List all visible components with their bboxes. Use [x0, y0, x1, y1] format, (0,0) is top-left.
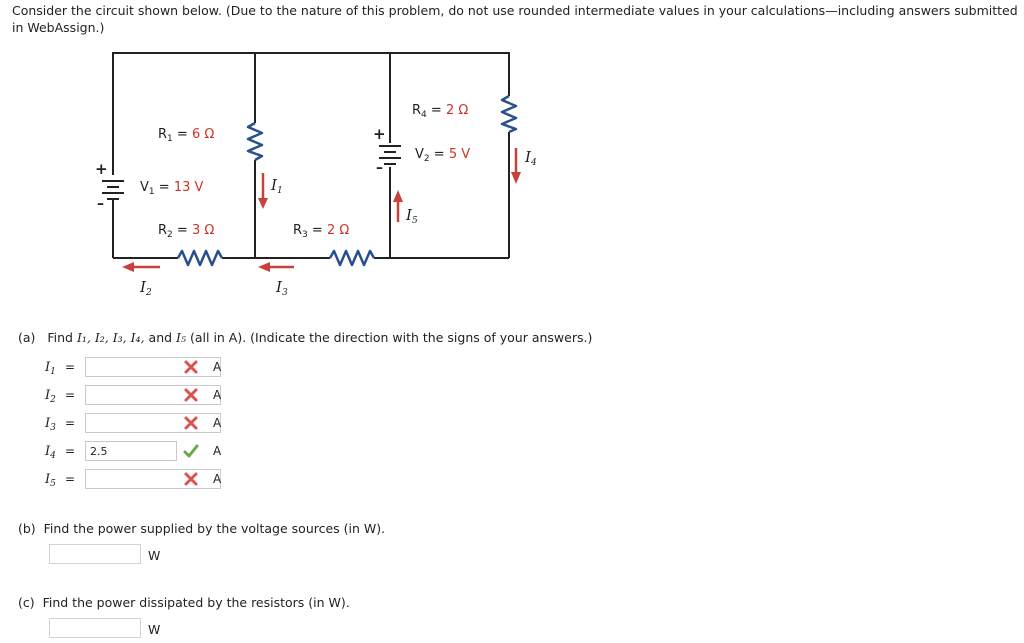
label-r2: $R_2 = 3$ Ω [158, 223, 215, 240]
label-r1: $R_1 = 6$ Ω [158, 127, 215, 144]
i5-input[interactable] [85, 469, 221, 489]
v2-minus-sign: – [376, 160, 383, 176]
v1-plus-sign: + [95, 160, 108, 178]
part-b-unit: W [148, 548, 161, 563]
v2-plus-sign: + [373, 125, 386, 143]
i4-input[interactable]: 2.5 [85, 441, 177, 461]
i2-input[interactable] [85, 385, 221, 405]
v1-minus-sign: – [97, 196, 104, 212]
power-supplied-input[interactable] [49, 544, 141, 564]
part-a-prompt: (a) Find I₁, I₂, I₃, I₄, and I₅ (all in A). (Indicate the direction with the signs of your answers.) [18, 330, 593, 345]
incorrect-x-icon [183, 415, 199, 431]
problem-intro: Consider the circuit shown below. (Due to the nature of this problem, do not use rounded intermediate values in your calculations—including answers submitted in WebAssign.) [12, 3, 1018, 35]
label-v1: $V_1 = 13$ V [140, 180, 204, 197]
incorrect-x-icon [183, 471, 199, 487]
resistor-r2 [178, 251, 222, 265]
resistor-r1 [248, 123, 262, 160]
incorrect-x-icon [183, 359, 199, 375]
label-i5: $I_5$ [406, 206, 418, 226]
label-r3: $R_3 = 2$ Ω [293, 223, 350, 240]
label-i2: $I_2$ [140, 278, 152, 298]
resistor-r4 [502, 96, 516, 132]
label-i4: $I_4$ [525, 148, 537, 168]
incorrect-x-icon [183, 387, 199, 403]
label-i3: $I_3$ [276, 278, 288, 298]
label-v2: $V_2 = 5$ V [415, 147, 471, 164]
part-b-prompt: (b) Find the power supplied by the voltage sources (in W). [18, 521, 386, 536]
correct-check-icon [183, 443, 199, 459]
label-r4: $R_4 = 2$ Ω [412, 103, 469, 120]
i3-input[interactable] [85, 413, 221, 433]
resistor-r3 [330, 251, 374, 265]
part-c-prompt: (c) Find the power dissipated by the resistors (in W). [18, 595, 350, 610]
label-i1: $I_1$ [271, 176, 283, 196]
battery-v1 [102, 181, 124, 199]
power-dissipated-input[interactable] [49, 618, 141, 638]
part-c-unit: W [148, 622, 161, 637]
i1-input[interactable] [85, 357, 221, 377]
